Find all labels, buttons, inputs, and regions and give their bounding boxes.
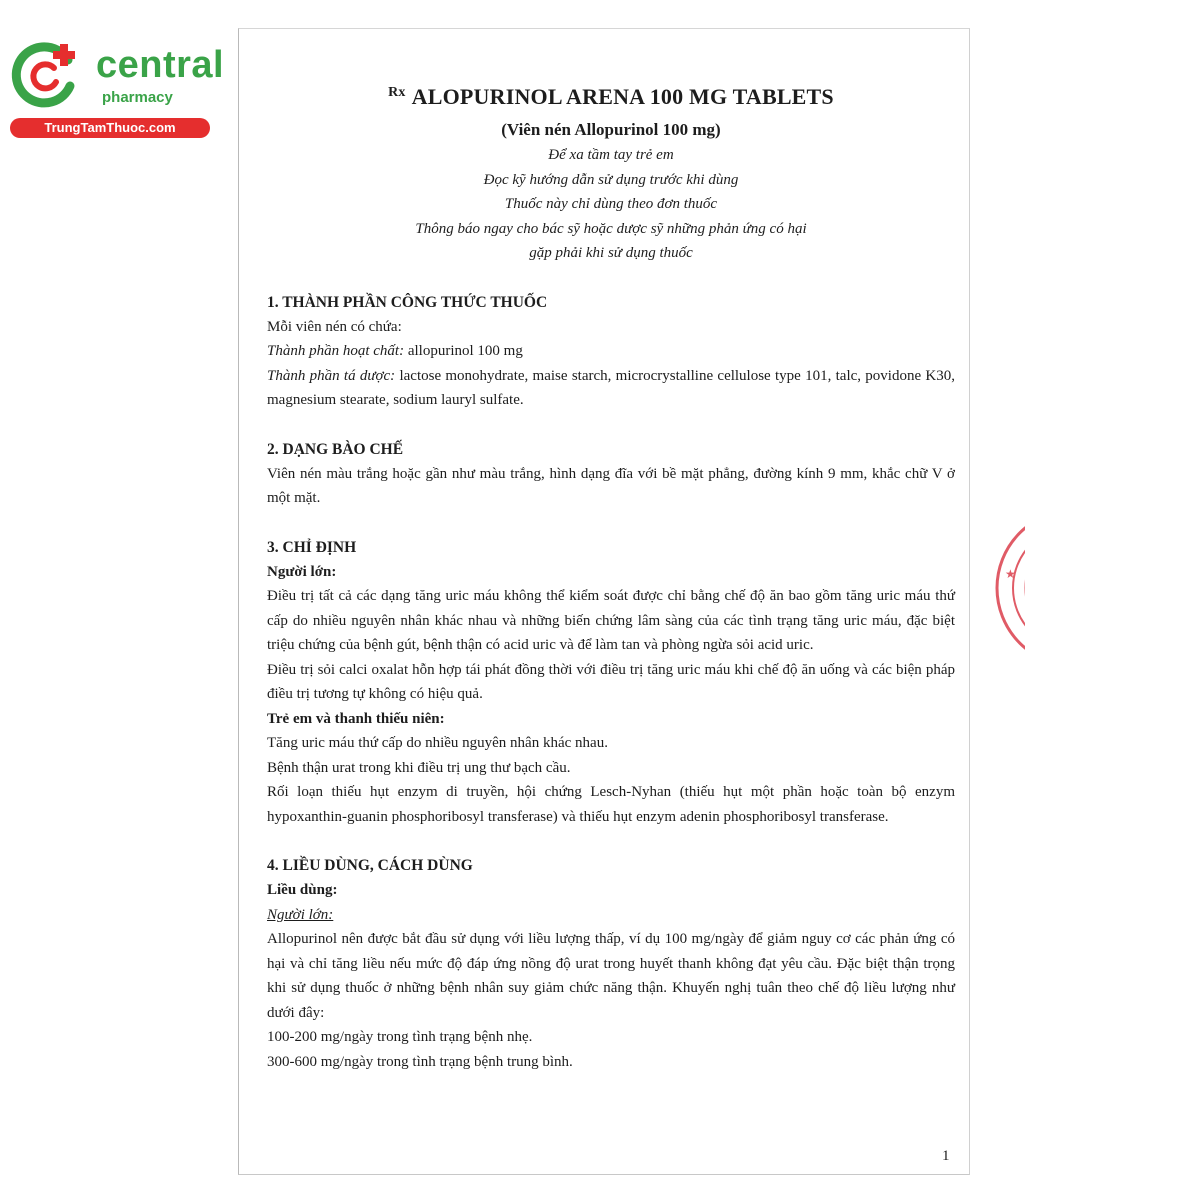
logo-url-badge: TrungTamThuoc.com bbox=[10, 118, 210, 138]
svg-text:★: ★ bbox=[1005, 567, 1016, 581]
stamp-seal-icon bbox=[985, 508, 1025, 668]
dose-adult-label: Người lớn: bbox=[267, 906, 334, 923]
warning-line: Để xa tầm tay trẻ em bbox=[548, 147, 674, 163]
warning-line: Thuốc này chỉ dùng theo đơn thuốc bbox=[504, 196, 718, 212]
children-label: Trẻ em và thanh thiếu niên: bbox=[267, 710, 445, 727]
page-number: 1 bbox=[942, 1148, 950, 1164]
child-indication-1: Tăng uric máu thứ cấp do nhiều nguyên nhân khác nhau. bbox=[267, 735, 608, 751]
section-heading-composition: 1. THÀNH PHẦN CÔNG THỨC THUỐC bbox=[267, 293, 548, 311]
section-heading-dosage: 4. LIỀU DÙNG, CÁCH DÙNG bbox=[267, 857, 473, 874]
document-page bbox=[238, 28, 970, 1175]
warning-line: Đọc kỹ hướng dẫn sử dụng trước khi dùng bbox=[483, 171, 739, 188]
warning-line: Thông báo ngay cho bác sỹ hoặc dược sỹ những phản ứng có hại bbox=[415, 220, 807, 237]
adult-indication-1: Điều trị tất cả các dạng tăng uric máu không thể kiểm soát được chỉ bằng chế độ ăn bao gồm tăng uric máu thứ cấp do nhiều nguyên nhân khác nhau và những biến chứng lâm sàng của các tình trạng tăng uric máu, đặc biệt triệu chứng của bệnh gút, bệnh thận có acid uric và để làm tan và phòng ngừa sỏi acid uric. bbox=[267, 588, 955, 653]
dosage-form-text: Viên nén màu trắng hoặc gần như màu trắng, hình dạng đĩa với bề mặt phẳng, đường kính 9 mm, khắc chữ V ở một mặt. bbox=[267, 465, 955, 506]
warning-block bbox=[267, 143, 955, 266]
section-heading-indications: 3. CHỈ ĐỊNH bbox=[267, 538, 357, 556]
child-indication-2: Bệnh thận urat trong khi điều trị ung thư bạch cầu. bbox=[267, 759, 571, 776]
composition-intro: Mỗi viên nén có chứa: bbox=[267, 318, 402, 335]
dose-label: Liều dùng: bbox=[267, 882, 338, 898]
dosage-paragraph: Allopurinol nên được bắt đầu sử dụng với liều lượng thấp, ví dụ 100 mg/ngày để giảm nguy cơ các phản ứng có hại và chỉ tăng liều nếu mức độ đáp ứng nồng độ urat trong huyết thanh không đạt yêu cầu. Đặc biệt thận trọng khi sử dụng thuốc ở những bệnh nhân suy giảm chức năng thận. Khuyến nghị tuân theo chế độ liều lượng như dưới đây: bbox=[267, 931, 955, 1021]
adult-indication-2: Điều trị sỏi calci oxalat hỗn hợp tái phát đồng thời với điều trị tăng uric máu khi chế độ ăn uống và các biện pháp điều trị tương tự không có hiệu quả. bbox=[267, 661, 955, 702]
section-heading-dosage-form: 2. DẠNG BÀO CHẾ bbox=[267, 440, 404, 458]
dosage-mild: 100-200 mg/ngày trong tình trạng bệnh nhẹ. bbox=[267, 1029, 533, 1045]
pharmacy-logo bbox=[10, 38, 225, 138]
document-body bbox=[267, 84, 955, 1074]
active-label: Thành phần hoạt chất: bbox=[267, 343, 405, 359]
document-title bbox=[267, 84, 955, 110]
warning-line: gặp phải khi sử dụng thuốc bbox=[529, 245, 693, 261]
logo-name: central bbox=[96, 44, 225, 86]
rx-mark: Rx bbox=[388, 84, 406, 100]
dosage-moderate: 300-600 mg/ngày trong tình trạng bệnh trung bình. bbox=[267, 1053, 573, 1070]
excipients-label: Thành phần tá dược: bbox=[267, 367, 396, 384]
child-indication-3: Rối loạn thiếu hụt enzym di truyền, hội chứng Lesch-Nyhan (thiếu hụt một phần hoặc toàn bộ enzym hypoxanthin-guanin phosphoribosyl transferase) và thiếu hụt enzym adenin phosphoribosyl transferase. bbox=[267, 784, 955, 825]
active-value: allopurinol 100 mg bbox=[404, 343, 523, 359]
excipients bbox=[267, 364, 955, 413]
adult-label: Người lớn: bbox=[267, 563, 337, 580]
logo-subtitle: pharmacy bbox=[102, 89, 173, 106]
central-pharmacy-logo-icon bbox=[10, 38, 82, 110]
active-ingredient bbox=[267, 339, 955, 364]
document-subtitle: (Viên nén Allopurinol 100 mg) bbox=[501, 120, 721, 139]
excipients-value: lactose monohydrate, maise starch, microcrystalline cellulose type 101, talc, povidone K30, magnesium stearate, sodium lauryl sulfate. bbox=[267, 367, 955, 408]
title-text: ALOPURINOL ARENA 100 MG TABLETS bbox=[411, 84, 834, 109]
